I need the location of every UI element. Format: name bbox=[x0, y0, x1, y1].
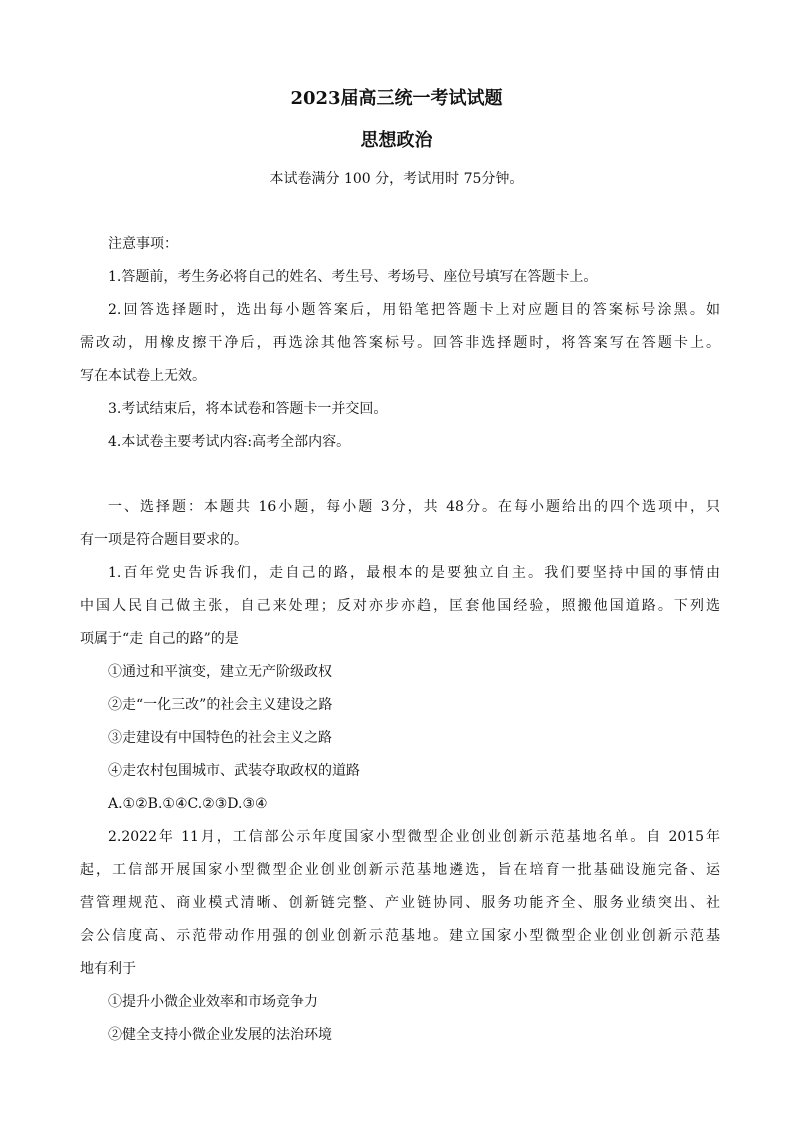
q2-stem-line-3: 营管理规范、商业模式清晰、创新链完整、产业链协同、服务功能齐全、服务业绩突出、社 bbox=[80, 895, 720, 911]
notice-item-2-line-2: 需改动，用橡皮擦干净后，再选涂其他答案标号。回答非选择题时，将答案写在答题卡上。 bbox=[80, 335, 720, 351]
notice-item-4: 4.本试卷主要考试内容:高考全部内容。 bbox=[108, 434, 351, 450]
notice-item-2-line-3: 写在本试卷上无效。 bbox=[80, 368, 206, 384]
q1-option-2: ②走“一化三改”的社会主义建设之路 bbox=[108, 697, 333, 713]
q1-stem-line-3: 项属于“走 自己的路”的是 bbox=[80, 631, 239, 647]
questions-section bbox=[80, 491, 720, 1052]
q2-stem-line-2: 起，工信部开展国家小型微型企业创业创新示范基地遴选，旨在培育一批基础设施完备、运 bbox=[80, 862, 720, 878]
exam-intro: 本试卷满分 100 分，考试用时 75分钟。 bbox=[269, 171, 524, 187]
q2-option-1: ①提升小微企业效率和市场竞争力 bbox=[108, 994, 318, 1010]
q2-stem-line-4: 会公信度高、示范带动作用强的创业创新示范基地。建立国家小型微型企业创业创新示范基 bbox=[80, 928, 720, 944]
q1-option-4: ④走农村包围城市、武装夺取政权的道路 bbox=[108, 763, 360, 779]
q1-stem-line-1: 1.百年党史告诉我们，走自己的路，最根本的是要独立自主。我们要坚持中国的事情由 bbox=[108, 565, 720, 581]
q2-option-2: ②健全支持小微企业发展的法治环境 bbox=[108, 1027, 332, 1043]
notice-section bbox=[80, 228, 720, 459]
q2-stem-line-1: 2.2022年 11月，工信部公示年度国家小型微型企业创业创新示范基地名单。自 2015年 bbox=[108, 829, 720, 845]
q1-option-1: ①通过和平演变，建立无产阶级政权 bbox=[108, 664, 332, 680]
q1-choices: A.①②B.①④C.②③D.③④ bbox=[108, 796, 268, 812]
exam-title: 2023届高三统一考试试题 bbox=[290, 88, 503, 109]
notice-item-3: 3.考试结束后，将本试卷和答题卡一并交回。 bbox=[108, 401, 388, 417]
notice-item-1: 1.答题前，考生务必将自己的姓名、考生号、考场号、座位号填写在答题卡上。 bbox=[108, 269, 598, 285]
q1-stem-line-2: 中国人民自己做主张，自己来处理；反对亦步亦趋，匡套他国经验，照搬他国道路。下列选 bbox=[80, 598, 720, 614]
subject-title: 思想政治 bbox=[360, 130, 433, 151]
section-heading-line-1: 一、选择题：本题共 16小题，每小题 3分，共 48分。在每小题给出的四个选项中，只 bbox=[108, 499, 720, 515]
q1-option-3: ③走建设有中国特色的社会主义之路 bbox=[108, 730, 332, 746]
notice-heading: 注意事项： bbox=[108, 236, 178, 252]
section-heading-line-2: 有一项是符合题目要求的。 bbox=[80, 532, 248, 548]
q2-stem-line-5: 地有利于 bbox=[80, 961, 136, 977]
notice-item-2-line-1: 2.回答选择题时，选出每小题答案后，用铅笔把答题卡上对应题目的答案标号涂黑。如 bbox=[108, 302, 720, 318]
